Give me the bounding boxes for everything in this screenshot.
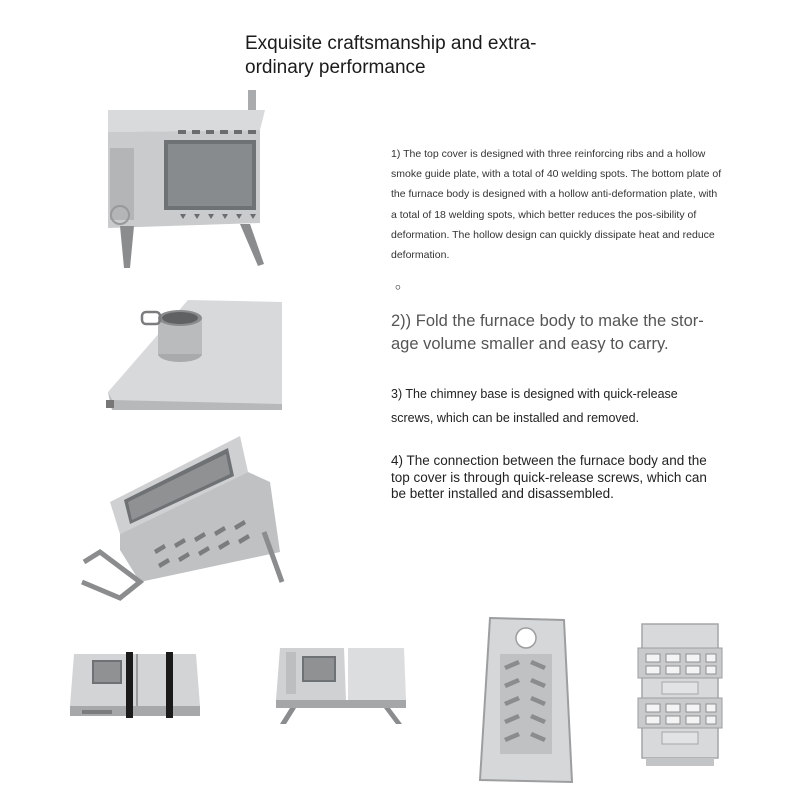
feature-text-4: 4) The connection between the furnace body and the top cover is through quick-release screws, which can be better installed and disassembled.: [391, 453, 707, 501]
feature-text-2: 2)) Fold the furnace body to make the stor-age volume smaller and easy to carry.: [391, 312, 704, 353]
stove-open-image: [272, 642, 408, 726]
feature-text-1: 1) The top cover is designed with three reinforcing ribs and a hollow smoke guide plate, with a total of 40 welding spots. The bottom plate of the furnace body is designed with a hollow anti-deformation plate, with a total of 18 welding spots, which better reduces the pos-sibility of deformation. The hollow design can quickly dissipate heat and reduce deformation.: [391, 148, 722, 262]
stove-strapped-image: [66, 644, 202, 722]
folded-stove-image: [80, 432, 290, 602]
feature-text-3: 3) The chimney base is designed with quick-release screws, which can be installed and removed.: [391, 387, 678, 425]
chimney-base-image: [100, 292, 285, 412]
anti-deformation-plate-image: [632, 620, 728, 770]
stove-front-image: [100, 88, 270, 273]
separator-mark: 。: [395, 275, 412, 292]
bottom-plate-image: [476, 614, 576, 786]
page-title: Exquisite craftsmanship and extra-ordinary performance: [245, 33, 537, 78]
